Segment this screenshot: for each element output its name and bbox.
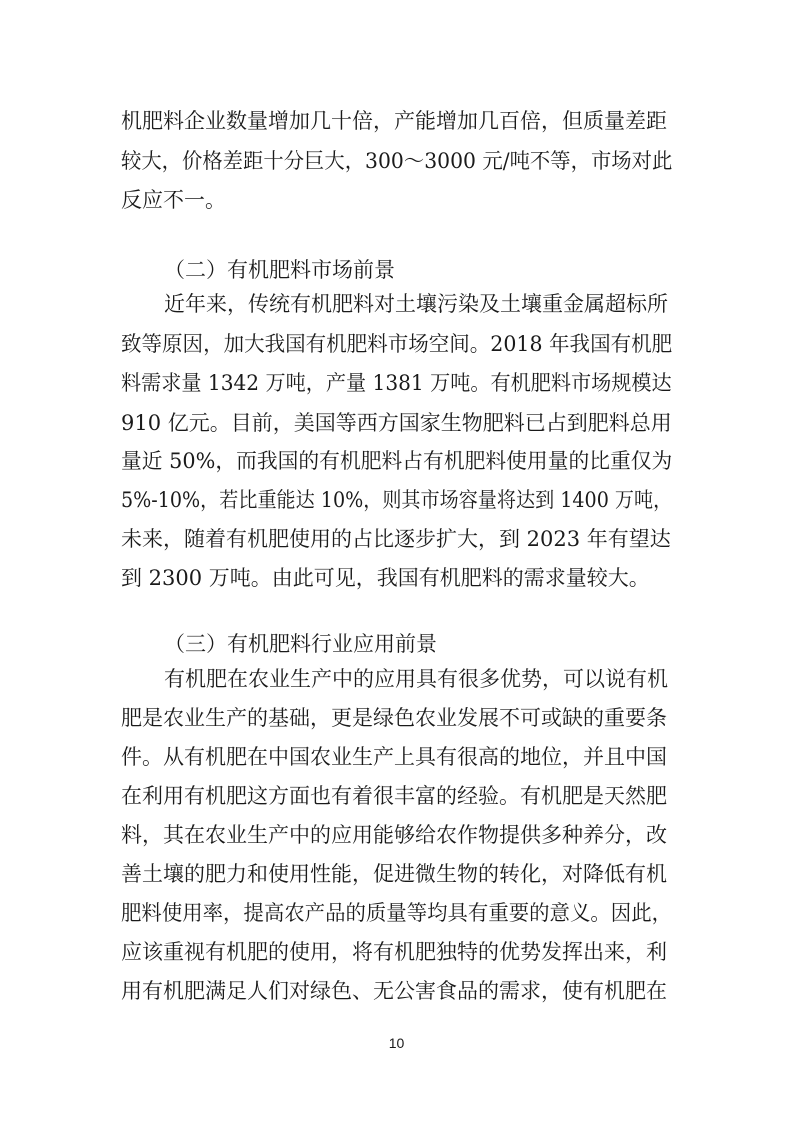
paragraph-line: 致等原因，加大我国有机肥料市场空间。2018 年我国有机肥 [121, 332, 673, 356]
paragraph-line: 肥料使用率，提高农产品的质量等均具有重要的意义。因此， [121, 901, 673, 925]
paragraph-line: 5%-10%，若比重能达 10%，则其市场容量将达到 1400 万吨， [121, 488, 673, 512]
paragraph-line: 在利用有机肥这方面也有着很丰富的经验。有机肥是天然肥 [121, 784, 667, 808]
paragraph-line: 件。从有机肥在中国农业生产上具有很高的地位，并且中国 [121, 745, 667, 769]
paragraph-line: 910 亿元。目前，美国等西方国家生物肥料已占到肥料总用 [121, 411, 672, 435]
paragraph-line: 用有机肥满足人们对绿色、无公害食品的需求，使有机肥在 [121, 979, 667, 1003]
paragraph-line: 较大，价格差距十分巨大，300～3000 元/吨不等，市场对此 [121, 149, 673, 173]
paragraph-line: 未来，随着有机肥使用的占比逐步扩大，到 2023 年有望达 [121, 527, 671, 551]
paragraph-line: 肥是农业生产的基础，更是绿色农业发展不可或缺的重要条 [121, 706, 667, 730]
paragraph-line: 料，其在农业生产中的应用能够给农作物提供多种养分，改 [121, 823, 667, 847]
paragraph-line: 料需求量 1342 万吨，产量 1381 万吨。有机肥料市场规模达 [121, 371, 672, 395]
paragraph-line: 应该重视有机肥的使用，将有机肥独特的优势发挥出来，利 [121, 940, 667, 964]
paragraph-line: 到 2300 万吨。由此可见，我国有机肥料的需求量较大。 [121, 566, 650, 590]
paragraph-line: 近年来，传统有机肥料对土壤污染及土壤重金属超标所 [164, 292, 668, 316]
page-number: 10 [388, 1035, 405, 1051]
paragraph-line: 有机肥在农业生产中的应用具有很多优势，可以说有机 [164, 667, 668, 691]
paragraph-line: 量近 50%，而我国的有机肥料占有机肥料使用量的比重仅为 [121, 449, 673, 473]
paragraph-line: 反应不一。 [121, 188, 226, 212]
paragraph-line: 善土壤的肥力和使用性能，促进微生物的转化，对降低有机 [121, 862, 667, 886]
section-heading-application-outlook: （三）有机肥料行业应用前景 [164, 632, 437, 656]
paragraph-line: 机肥料企业数量增加几十倍，产能增加几百倍，但质量差距 [121, 109, 667, 133]
section-heading-market-outlook: （二）有机肥料市场前景 [164, 258, 395, 282]
